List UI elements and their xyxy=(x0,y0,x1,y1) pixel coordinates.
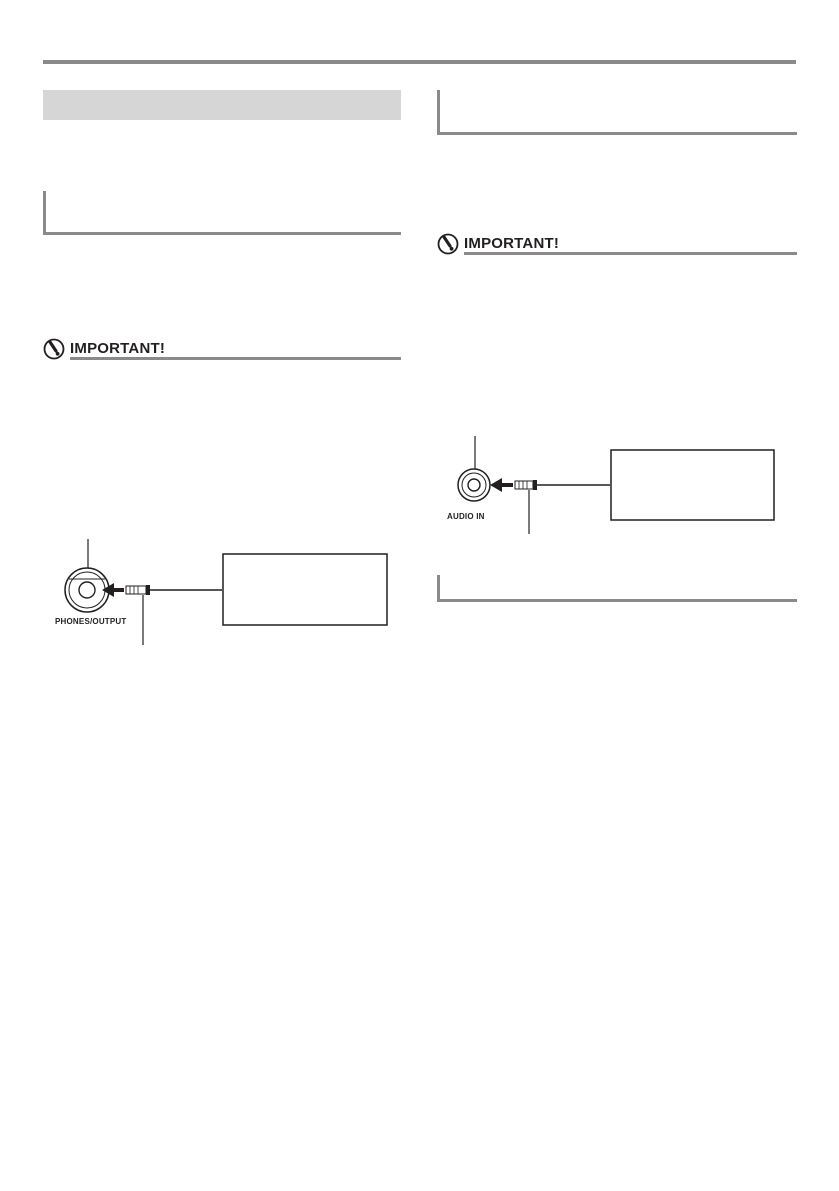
connection-diagram-right xyxy=(445,432,780,540)
connection-diagram-right-art xyxy=(445,432,780,540)
jack-label: PHONES/OUTPUT xyxy=(55,617,127,626)
important-rule xyxy=(70,357,401,360)
important-label: IMPORTANT! xyxy=(464,235,560,252)
important-icon xyxy=(437,233,459,255)
section-band xyxy=(43,90,401,120)
subsection-heading-left xyxy=(43,191,401,235)
jack-label: AUDIO IN xyxy=(447,512,485,521)
connection-diagram-left-art xyxy=(50,535,395,650)
subsection-heading-right-lower xyxy=(437,575,797,602)
important-label: IMPORTANT! xyxy=(70,340,166,357)
important-notice-left xyxy=(43,338,401,360)
subsection-heading-right xyxy=(437,90,797,135)
important-rule xyxy=(464,252,797,255)
important-notice-right xyxy=(437,233,797,255)
connection-diagram-left xyxy=(50,535,395,650)
important-icon xyxy=(43,338,65,360)
top-rule xyxy=(43,60,796,64)
